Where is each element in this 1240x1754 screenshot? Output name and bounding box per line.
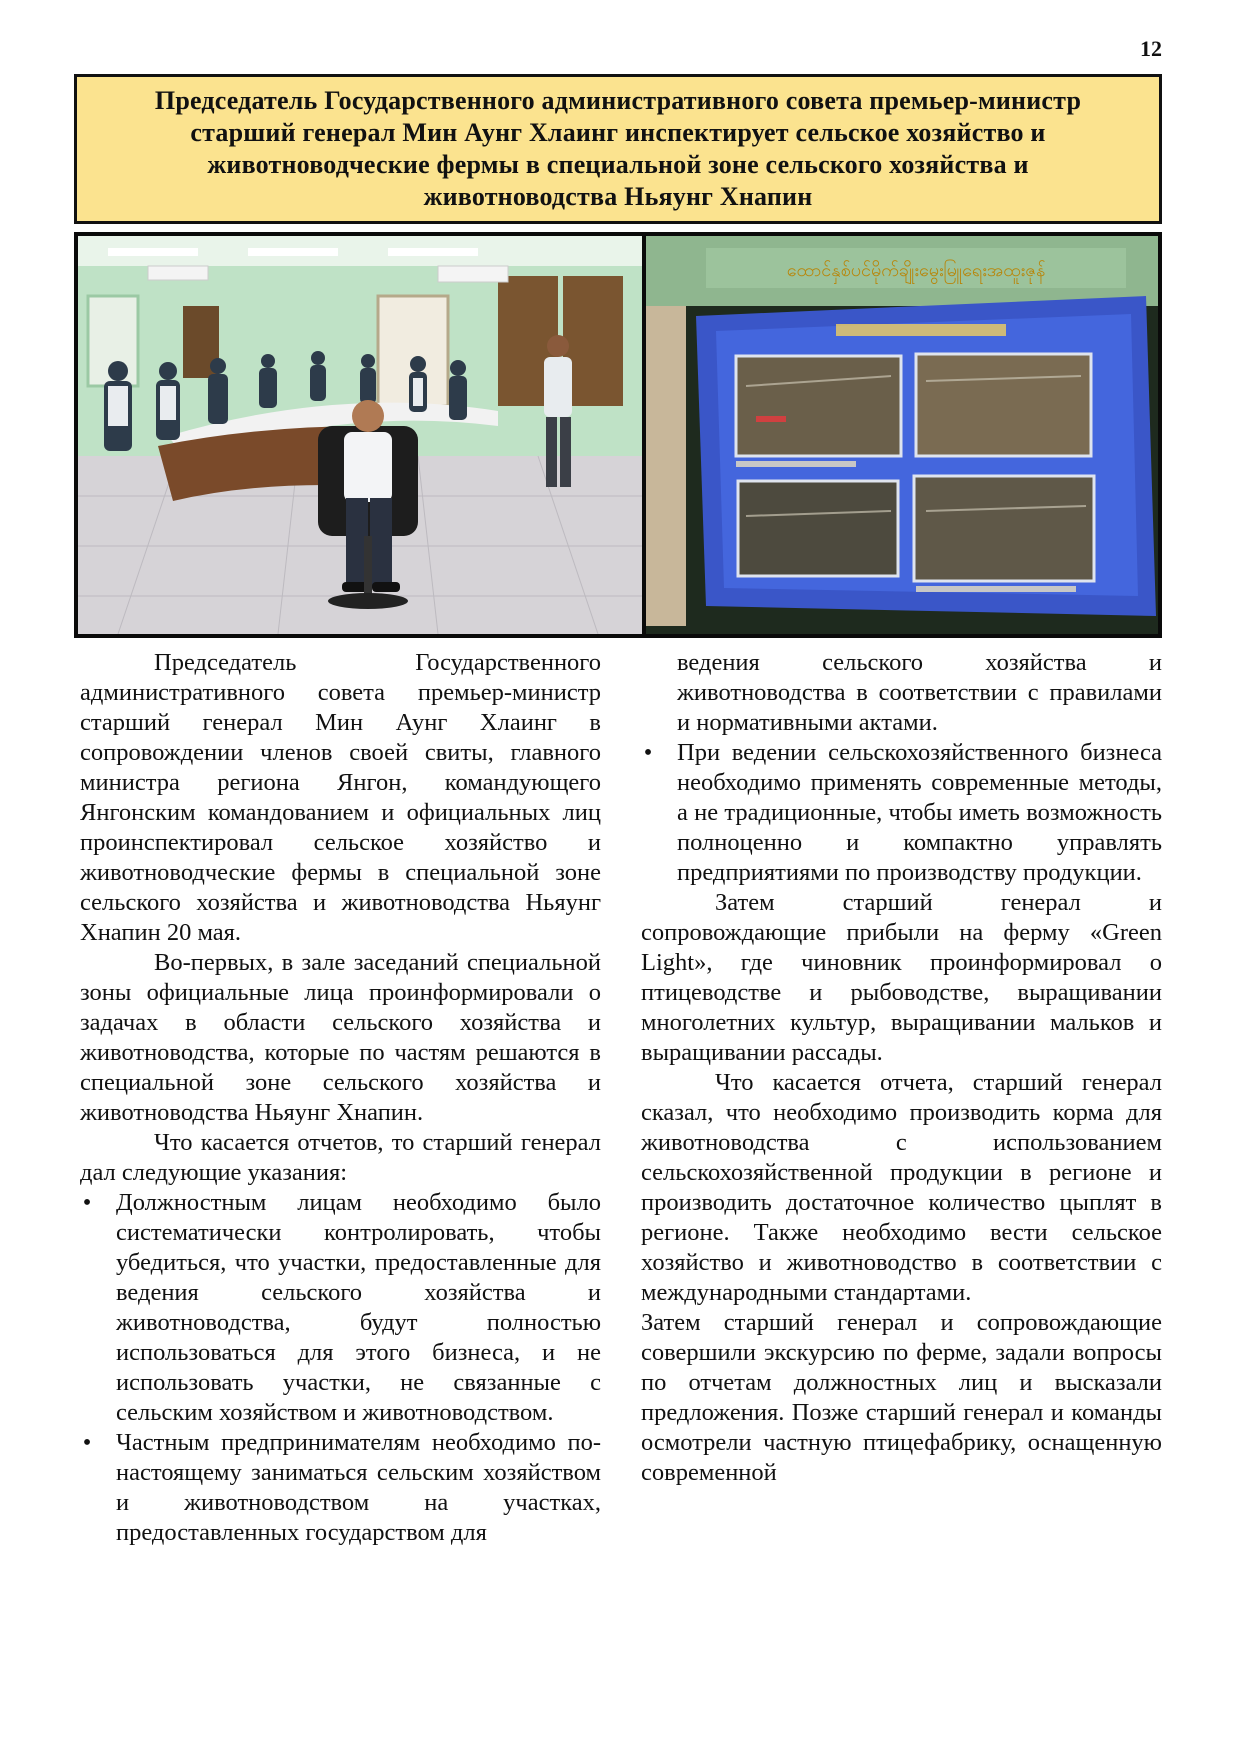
bullet-glyph: • bbox=[82, 1429, 92, 1456]
projection-screen-photo bbox=[646, 236, 1158, 634]
headline: Председатель Государственного административного совета премьер-министр старший генерал Мин Аунг Хлаинг инспектирует сельское хозяйство и животноводческие фермы в специальной зоне сельского хозяйства и животноводства Ньяунг Хнапин bbox=[154, 86, 1082, 211]
meeting-hall-photo bbox=[78, 236, 642, 634]
article-body bbox=[80, 648, 1162, 1728]
paragraph: Во-первых, в зале заседаний специальной зоны официальные лица проинформировали о задачах в области сельского хозяйства и животноводства, которые по частям решаются в специальной зоне сельского хозяйства и животноводства Ньяунг Хнапин. bbox=[80, 949, 601, 1126]
right-column bbox=[641, 648, 1162, 1728]
list-item-continuation: ведения сельского хозяйства и животноводства в соответствии с правилами и нормативными актами. bbox=[677, 649, 1162, 736]
instructions-list-continued bbox=[641, 738, 1162, 888]
instructions-list bbox=[80, 1188, 601, 1548]
paragraph: Затем старший генерал и сопровождающие прибыли на ферму «Green Light», где чиновник проинформировал о птицеводстве и рыбоводстве, выращивании многолетних культур, выращивании мальков и выращивании рассады. bbox=[641, 889, 1162, 1066]
list-item bbox=[641, 738, 1162, 888]
photo-strip bbox=[74, 232, 1162, 638]
list-item-text: При ведении сельскохозяйственного бизнеса необходимо применять современные методы, а не традиционные, чтобы иметь возможность полноценно и компактно управлять предприятиями по производству продукции. bbox=[677, 739, 1162, 886]
paragraph: Затем старший генерал и сопровождающие совершили экскурсию по ферме, задали вопросы по отчетам должностных лиц и высказали предложения. Позже старший генерал и команды осмотрели частную птицефабрику, оснащенную современной bbox=[641, 1309, 1162, 1486]
list-item bbox=[80, 1428, 601, 1548]
paragraph: Председатель Государственного административного совета премьер-министр старший генерал Мин Аунг Хлаинг в сопровождении членов своей свиты, главного министра региона Янгон, командующего Янгонским командованием и официальных лиц проинспектировал сельское хозяйство и животноводческие фермы в специальной зоне сельского хозяйства и животноводства Ньяунг Хнапин 20 мая. bbox=[80, 649, 601, 946]
paragraph: Что касается отчетов, то старший генерал дал следующие указания: bbox=[80, 1129, 601, 1186]
list-item bbox=[80, 1188, 601, 1428]
left-column bbox=[80, 648, 601, 1728]
paragraph: Что касается отчета, старший генерал сказал, что необходимо производить корма для животноводства с использованием сельскохозяйственной продукции в регионе и производить достаточное количество цыплят в регионе. Также необходимо вести сельское хозяйство и животноводство в соответствии с международными стандартами. bbox=[641, 1069, 1162, 1306]
list-item-text: Частным предпринимателям необходимо по-настоящему заниматься сельским хозяйством и животноводством на участках, предоставленных государством для bbox=[116, 1429, 601, 1546]
page-number: 12 bbox=[1140, 36, 1162, 61]
bullet-glyph: • bbox=[643, 739, 653, 766]
wall-banner-text: ထောင်နှစ်ပင်မိုက်ချိုးမွေးမြူရေးအထူးဇုန် bbox=[786, 260, 1046, 281]
bullet-glyph: • bbox=[82, 1189, 92, 1216]
list-item-text: Должностным лицам необходимо было систематически контролировать, чтобы убедиться, что участки, предоставленные для ведения сельского хозяйства и животноводства, будут полностью использоваться для этого бизнеса, и не использовать участки, не связанные с сельским хозяйством и животноводством. bbox=[116, 1189, 601, 1426]
headline-box bbox=[74, 74, 1162, 224]
